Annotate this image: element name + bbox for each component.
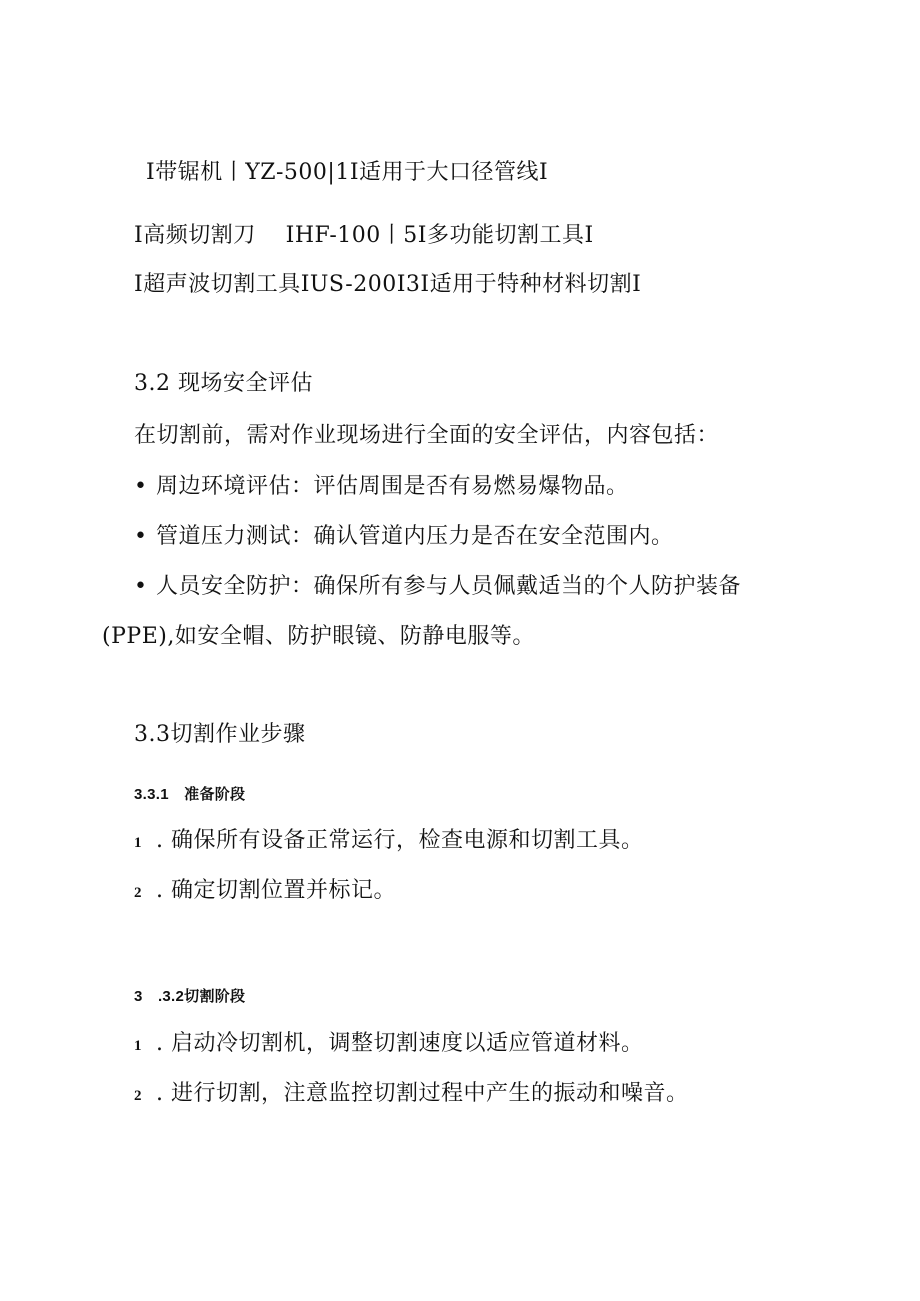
bullet-icon: •: [134, 474, 148, 499]
section-heading-3-2: 3.2 现场安全评估: [134, 371, 313, 396]
step-number: 2: [134, 1088, 142, 1104]
bullet-icon: •: [134, 574, 148, 599]
step-text: . 确保所有设备正常运行，检查电源和切割工具。: [156, 828, 644, 853]
step-item: [134, 876, 396, 908]
step-text: . 启动冷切割机，调整切割速度以适应管道材料。: [156, 1031, 644, 1056]
step-number: 2: [134, 885, 142, 901]
section-heading-3-3: 3.3切割作业步骤: [134, 722, 306, 747]
list-item: [134, 522, 674, 552]
table-row: I带锯机丨YZ-500|1I适用于大口径管线I: [146, 160, 549, 185]
bullet-icon: •: [134, 524, 148, 549]
list-item-text: 周边环境评估：评估周围是否有易燃易爆物品。: [156, 474, 629, 499]
step-item: [134, 1079, 689, 1111]
list-item-continuation: (PPE),如安全帽、防护眼镜、防静电服等。: [102, 624, 535, 649]
section-intro: 在切割前，需对作业现场进行全面的安全评估，内容包括：: [134, 423, 720, 448]
table-row: I超声波切割工具IUS-200I3I适用于特种材料切割I: [134, 272, 642, 297]
subsection-heading-3-3-1: 3.3.1 准备阶段: [134, 786, 246, 803]
table-row: I高频切割刀 IHF-100丨5I多功能切割工具I: [134, 223, 594, 248]
list-item: [134, 472, 629, 502]
list-item-text: 管道压力测试：确认管道内压力是否在安全范围内。: [156, 524, 674, 549]
step-text: . 进行切割，注意监控切割过程中产生的振动和噪音。: [156, 1081, 689, 1106]
step-item: [134, 826, 644, 858]
step-item: [134, 1029, 644, 1061]
step-number: 1: [134, 1038, 142, 1054]
list-item: [134, 572, 741, 602]
list-item-text: 人员安全防护：确保所有参与人员佩戴适当的个人防护装备: [156, 574, 742, 599]
subsection-heading-3-3-2: 3 .3.2切割阶段: [134, 988, 246, 1005]
step-text: . 确定切割位置并标记。: [156, 878, 396, 903]
step-number: 1: [134, 835, 142, 851]
